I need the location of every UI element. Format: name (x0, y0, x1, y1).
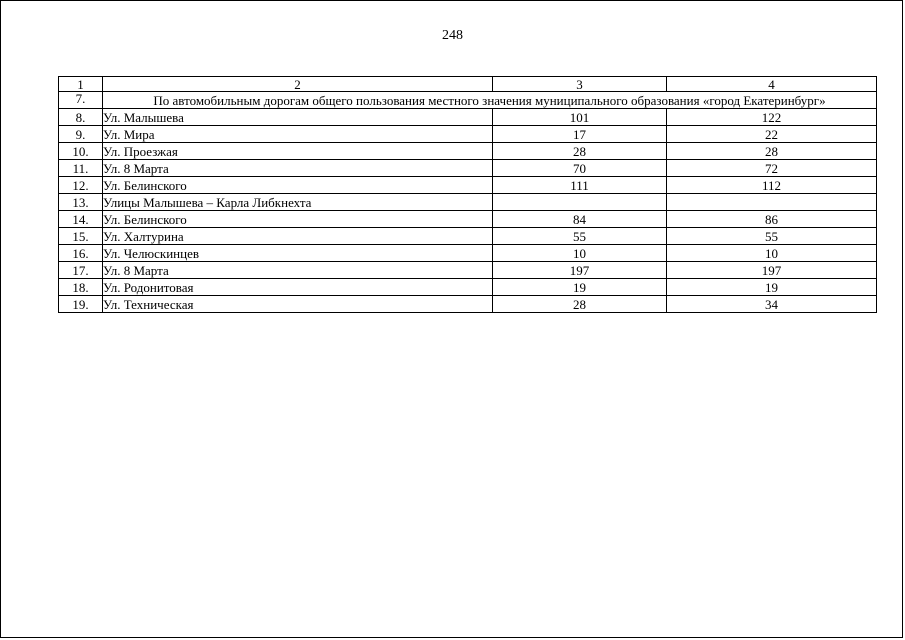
row-street-name: Ул. 8 Марта (103, 262, 493, 279)
row-value-col4: 55 (667, 228, 877, 245)
row-value-col3: 28 (493, 296, 667, 313)
row-number: 16. (59, 245, 103, 262)
row-street-name: Ул. Техническая (103, 296, 493, 313)
row-value-col4: 112 (667, 177, 877, 194)
table-row (59, 109, 877, 126)
row-value-col3: 101 (493, 109, 667, 126)
row-number: 8. (59, 109, 103, 126)
row-street-name: Ул. Родонитовая (103, 279, 493, 296)
table-row (59, 143, 877, 160)
row-number: 15. (59, 228, 103, 245)
table-row (59, 296, 877, 313)
row-street-name: Ул. Проезжая (103, 143, 493, 160)
row-value-col4: 10 (667, 245, 877, 262)
row-value-col4: 22 (667, 126, 877, 143)
row-value-col3: 10 (493, 245, 667, 262)
row-street-name: Ул. 8 Марта (103, 160, 493, 177)
row-value-col3 (493, 194, 667, 211)
row-street-name: Ул. Мира (103, 126, 493, 143)
row-value-col3: 70 (493, 160, 667, 177)
row-number: 10. (59, 143, 103, 160)
page-number: 248 (442, 28, 463, 43)
row-number: 18. (59, 279, 103, 296)
row-value-col4: 72 (667, 160, 877, 177)
row-street-name: Ул. Малышева (103, 109, 493, 126)
header-cell-2: 2 (103, 77, 493, 92)
row-value-col4: 86 (667, 211, 877, 228)
row-street-name: Ул. Челюскинцев (103, 245, 493, 262)
row-value-col4 (667, 194, 877, 211)
row-number: 11. (59, 160, 103, 177)
table-row (59, 279, 877, 296)
row-number: 9. (59, 126, 103, 143)
row-street-name: Ул. Белинского (103, 177, 493, 194)
row-value-col3: 55 (493, 228, 667, 245)
row-number: 14. (59, 211, 103, 228)
data-table (58, 76, 877, 313)
table-row (59, 228, 877, 245)
row-value-col3: 28 (493, 143, 667, 160)
row-number: 12. (59, 177, 103, 194)
table-row (59, 262, 877, 279)
table-row (59, 211, 877, 228)
row-value-col3: 17 (493, 126, 667, 143)
table-header-row (59, 77, 877, 92)
section-title: По автомобильным дорогам общего пользования местного значения муниципального образования «город Екатеринбург» (103, 92, 877, 109)
row-street-name: Ул. Халтурина (103, 228, 493, 245)
row-street-name: Ул. Белинского (103, 211, 493, 228)
row-value-col3: 84 (493, 211, 667, 228)
header-cell-3: 3 (493, 77, 667, 92)
section-row (59, 92, 877, 109)
row-value-col4: 19 (667, 279, 877, 296)
row-number: 19. (59, 296, 103, 313)
row-number: 13. (59, 194, 103, 211)
table-row (59, 126, 877, 143)
table-row (59, 177, 877, 194)
row-number: 17. (59, 262, 103, 279)
row-value-col3: 197 (493, 262, 667, 279)
table-row (59, 194, 877, 211)
row-value-col3: 111 (493, 177, 667, 194)
section-number: 7. (59, 92, 103, 109)
table-row (59, 245, 877, 262)
row-value-col4: 122 (667, 109, 877, 126)
table-row (59, 160, 877, 177)
header-cell-1: 1 (59, 77, 103, 92)
row-value-col4: 28 (667, 143, 877, 160)
row-value-col3: 19 (493, 279, 667, 296)
row-value-col4: 34 (667, 296, 877, 313)
header-cell-4: 4 (667, 77, 877, 92)
row-value-col4: 197 (667, 262, 877, 279)
row-street-name: Улицы Малышева – Карла Либкнехта (103, 194, 493, 211)
